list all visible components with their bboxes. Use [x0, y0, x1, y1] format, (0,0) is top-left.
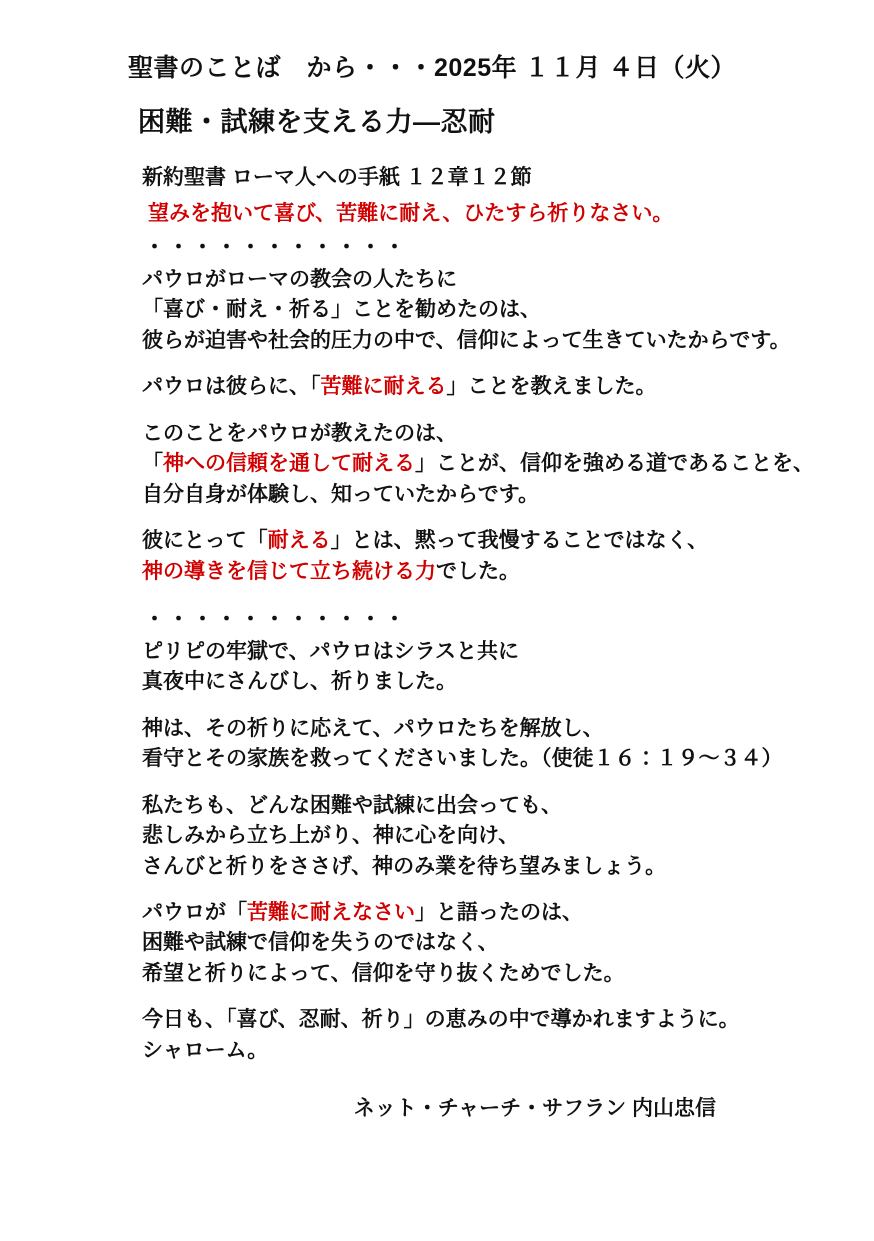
body-text: 」ことを教えました。 [446, 375, 657, 399]
paragraph [142, 526, 834, 587]
body-text: 「 [142, 452, 163, 476]
body-text: 」とは、黙って我慢することではなく、 [330, 529, 709, 553]
scripture-verse: 望みを抱いて喜び、苦難に耐え、ひたすら祈りなさい。 [148, 202, 674, 225]
body-text: さんびと祈りをささげ、神のみ業を待ち望みましょう。 [142, 854, 667, 878]
body-text: 困難や試練で信仰を失うのではなく、 [142, 931, 499, 955]
paragraph-line [142, 928, 834, 958]
paragraph [142, 372, 834, 402]
paragraph [142, 419, 834, 510]
paragraph-line [142, 526, 834, 556]
paragraph-group-top [142, 265, 834, 587]
paragraph-line [142, 959, 834, 989]
page-title: 困難・試練を支える力—忍耐 [138, 107, 496, 137]
emphasis-text: 苦難に耐える [320, 375, 447, 399]
paragraph-line [142, 744, 834, 774]
body-text: 」ことが、信仰を強める道であることを、 [415, 452, 814, 476]
paragraph-line [142, 372, 834, 402]
divider-dots-2: ・・・・・・・・・・・ [144, 607, 408, 631]
paragraph-line [142, 1036, 834, 1066]
paragraph-line [142, 714, 834, 744]
paragraph [142, 637, 834, 698]
scripture-reference: 新約聖書 ローマ人への手紙 １２章１２節 [142, 166, 532, 189]
signature: ネット・チャーチ・サフラン 内山忠信 [353, 1097, 716, 1121]
emphasis-text: 神への信頼を通して耐える [163, 452, 415, 476]
body-text: 自分自身が体験し、知っていたからです。 [142, 482, 540, 506]
body-text: パウロがローマの教会の人たちに [142, 268, 457, 291]
paragraph-line [142, 791, 834, 821]
body-text: 「喜び・耐え・祈る」ことを勧めたのは、 [142, 298, 541, 322]
paragraph-line [142, 898, 834, 928]
paragraph [142, 1005, 834, 1066]
body-text: 悲しみから立ち上がり、神に心を向け、 [142, 824, 520, 848]
body-text: 私たちも、どんな困難や試練に出会っても、 [142, 793, 562, 817]
document-body [142, 161, 834, 1066]
body-text: 彼にとって「 [142, 529, 268, 553]
body-text: 看守とその家族を救ってくださいました。（使徒１６：１９〜３４） [142, 747, 783, 771]
paragraph-line [142, 326, 834, 356]
body-text: 希望と祈りによって、信仰を守り抜くためでした。 [142, 961, 625, 985]
paragraph-line [142, 295, 834, 325]
body-text: パウロが「 [142, 901, 247, 924]
paragraph-group-bottom [142, 637, 834, 1066]
paragraph-line [142, 449, 834, 479]
body-text: ピリピの牢獄で、パウロはシラスと共に [142, 639, 519, 663]
body-text: シャローム。 [142, 1038, 269, 1062]
paragraph-line [142, 557, 834, 587]
body-text: 真夜中にさんびし、祈りました。 [142, 670, 457, 694]
body-text: パウロは彼らに、「 [142, 375, 321, 399]
paragraph [142, 714, 834, 775]
paragraph-line [142, 637, 834, 667]
emphasis-text: 神の導きを信じて立ち続ける力 [142, 559, 436, 583]
paragraph [142, 898, 834, 989]
body-text: でした。 [436, 559, 520, 583]
paragraph-line [142, 419, 834, 449]
paragraph-line [142, 1005, 834, 1035]
paragraph-line [142, 852, 834, 882]
body-text: 」と語ったのは、 [415, 901, 583, 924]
body-text: 今日も、「喜び、忍耐、祈り」の恵みの中で導かれますように。 [142, 1008, 740, 1032]
paragraph [142, 791, 834, 882]
emphasis-text: 苦難に耐えなさい [247, 901, 415, 924]
divider-dots-1: ・・・・・・・・・・・ [144, 236, 408, 259]
document-header: 聖書のことば から・・・2025年 １１月 ４日（火） [128, 54, 737, 82]
paragraph-line [142, 821, 834, 851]
body-text: 神は、その祈りに応えて、パウロたちを解放し、 [142, 716, 604, 740]
paragraph-line [142, 480, 834, 510]
paragraph [142, 265, 834, 356]
emphasis-text: 耐える [267, 529, 331, 553]
paragraph-line [142, 265, 834, 295]
paragraph-line [142, 667, 834, 697]
body-text: 彼らが迫害や社会的圧力の中で、信仰によって生きていたからです。 [142, 328, 791, 352]
body-text: このことをパウロが教えたのは、 [142, 421, 457, 445]
